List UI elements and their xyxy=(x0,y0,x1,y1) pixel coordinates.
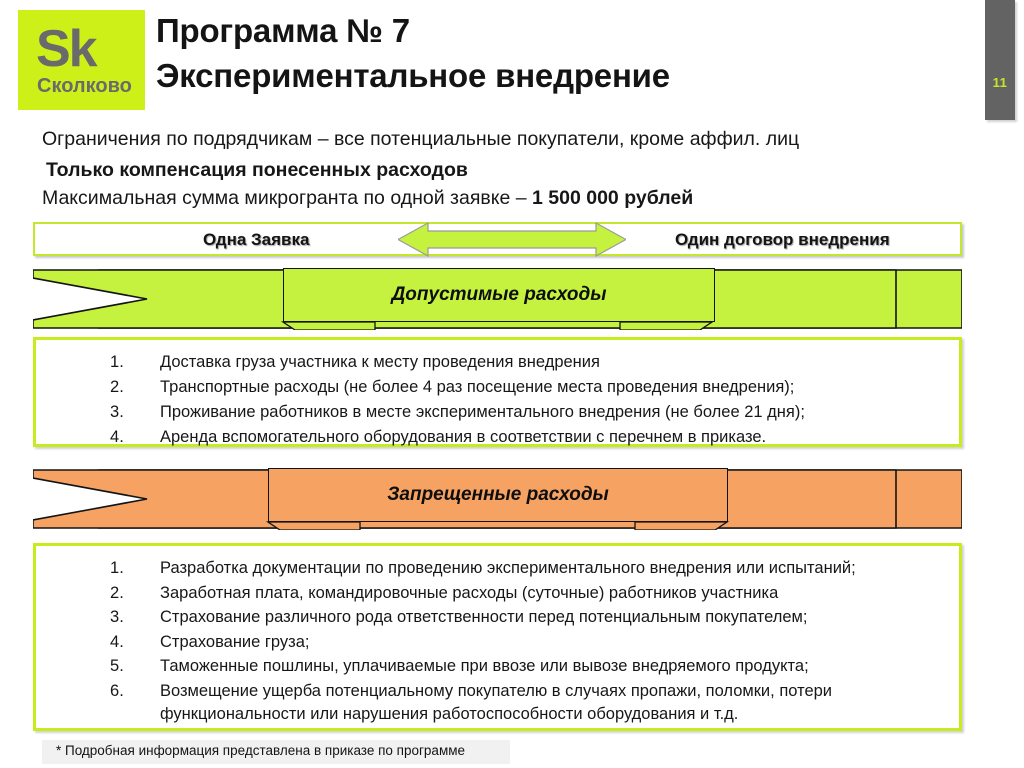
forbidden-expenses-items xyxy=(36,546,959,727)
page-number-tab xyxy=(985,0,1015,120)
list-item: Заработная плата, командировочные расходы (суточные) работников участника xyxy=(160,583,779,602)
list-item: Транспортные расходы (не более 4 раз посещение места проведения внедрения); xyxy=(160,378,795,396)
logo-wordmark: Сколково xyxy=(37,75,132,97)
intro-max-amount-value: 1 500 000 рублей xyxy=(532,187,694,209)
list-item: Разработка документации по проведению экспериментального внедрения или испытаний; xyxy=(160,559,856,577)
intro-line-contractors: Ограничения по подрядчикам – все потенциальные покупатели, кроме аффил. лиц xyxy=(42,128,800,150)
one-application-label: Одна Заявка xyxy=(203,230,310,249)
allowed-expenses-label: Допустимые расходы xyxy=(283,268,715,322)
allowed-expenses-items xyxy=(36,340,959,450)
intro-max-amount-prefix: Максимальная сумма микрогранта по одной заявке – xyxy=(42,187,533,209)
logo-mark: Sk xyxy=(36,20,96,78)
double-arrow-horizontal-icon xyxy=(398,221,626,258)
page-title xyxy=(156,8,966,98)
footnote: * Подробная информация представлена в приказе по программе xyxy=(42,740,510,764)
list-item: Аренда вспомогательного оборудования в соответствии с перечнем в приказе. xyxy=(160,428,767,446)
list-item: Возмещение ущерба потенциальному покупателю в случаях пропажи, поломки, потери функциональности или нарушения работоспособности оборудования и т.д. xyxy=(160,681,833,723)
page-title-line-1: Программа № 7 xyxy=(156,12,410,49)
one-contract-label: Один договор внедрения xyxy=(675,230,890,249)
allowed-expenses-list xyxy=(33,337,962,447)
skolkovo-logo xyxy=(18,10,145,110)
list-item: Таможенные пошлины, уплачиваемые при ввозе или вывозе внедряемого продукта; xyxy=(160,657,809,675)
list-item: Доставка груза участника к месту проведения внедрения xyxy=(160,353,600,371)
list-item: Проживание работников в месте экспериментального внедрения (не более 21 дня); xyxy=(160,403,805,421)
intro-line-compensation: Только компенсация понесенных расходов xyxy=(46,159,468,181)
intro-line-max-amount xyxy=(42,186,693,211)
list-item: Страхование груза; xyxy=(160,632,310,651)
forbidden-expenses-list xyxy=(33,543,962,731)
page-title-line-2: Экспериментальное внедрение xyxy=(156,57,670,94)
list-item: Страхование различного рода ответственности перед потенциальным покупателем; xyxy=(160,608,808,626)
forbidden-expenses-label: Запрещенные расходы xyxy=(268,468,728,522)
page-number: 11 xyxy=(992,75,1008,90)
